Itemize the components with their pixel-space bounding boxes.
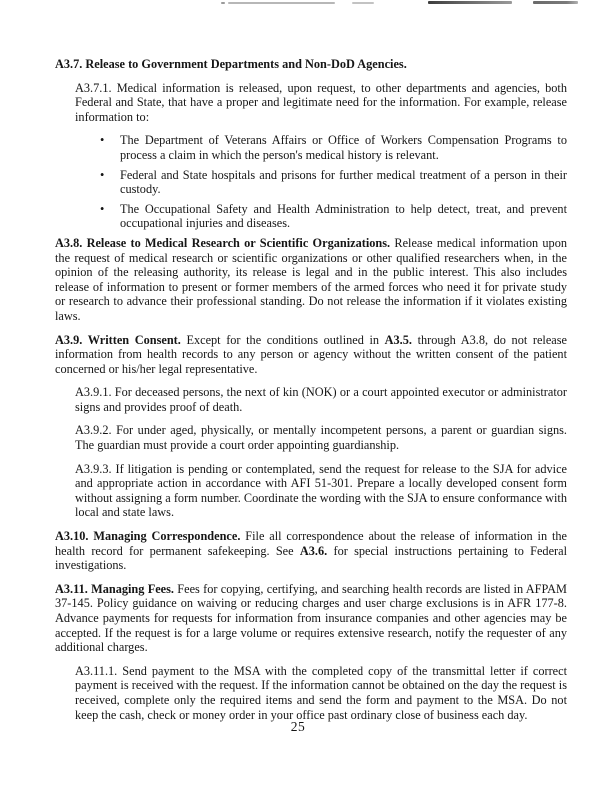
- bold-text-run: A3.7. Release to Government Departments and Non-DoD Agencies.: [55, 57, 407, 71]
- document-content: [55, 54, 567, 731]
- text-run: The Department of Veterans Affairs or Office of Workers Compensation Programs to process a claim in which the person's medical history is relevant.: [120, 133, 567, 162]
- paragraph-text: [75, 423, 567, 452]
- paragraph-text: [75, 81, 567, 124]
- paragraph-text: [75, 462, 567, 520]
- scan-artifact: [428, 1, 512, 4]
- paragraph-text: [120, 168, 567, 197]
- text-run: Except for the conditions outlined in: [180, 332, 385, 347]
- paragraph-text: [55, 57, 407, 71]
- paragraph-a3-11-1: [55, 664, 567, 722]
- paragraph-text: [75, 385, 567, 414]
- text-run: through A3.8, do not release information from health records to any person or agency without the written consent of the patient concerned or his/her legal representative.: [55, 332, 567, 376]
- scan-artifact: [221, 2, 225, 4]
- text-run: The Occupational Safety and Health Administration to help detect, treat, and prevent occupational injuries and diseases.: [120, 201, 567, 231]
- paragraph-a3-10: [55, 529, 567, 573]
- scan-artifact: [352, 2, 374, 4]
- text-run: Release medical information upon the request of medical research or scientific organizations or other qualified researchers when, in the opinion of the releasing authority, its release is legal and in the public interest. This also includes release of information to present or former members of the armed forces who need it for private study or research to advance their professional standing. Do not release the information if it violates existing laws.: [55, 235, 568, 323]
- text-run: A3.9.1. For deceased persons, the next of kin (NOK) or a court appointed executor or administrator signs and provides proof of death.: [75, 385, 567, 414]
- paragraph-text: [55, 236, 567, 323]
- paragraph-bullet-hospitals-prisons: [55, 168, 567, 197]
- paragraph-a3-7-1: [55, 81, 567, 125]
- paragraph-a3-9-1: [55, 385, 567, 414]
- bold-text-run: A3.10. Managing Correspondence.: [55, 529, 241, 544]
- paragraph-text: [55, 529, 567, 572]
- paragraph-text: [55, 582, 567, 654]
- paragraph-a3-8: [55, 236, 567, 324]
- paragraph-text: [120, 202, 567, 231]
- text-run: A3.11.1. Send payment to the MSA with the completed copy of the transmittal letter if correct payment is received with the request. If the information cannot be obtained on the day the request is received, complete only the required items and send the form and payment to the MSA. Do not keep the cash, check or money order in your office past ordinary close of business each day.: [75, 663, 567, 722]
- text-run: A3.9.2. For under aged, physically, or mentally incompetent persons, a parent or guardian signs. The guardian must provide a court order appointing guardianship.: [75, 423, 567, 453]
- text-run: Federal and State hospitals and prisons for further medical treatment of a person in their custody.: [120, 167, 567, 197]
- bold-text-run: A3.11. Managing Fees.: [55, 581, 174, 596]
- text-run: A3.9.3. If litigation is pending or contemplated, send the request for release to the SJA for advice and appropriate action in accordance with AFI 51-301. Prepare a locally developed consent form without assigning a form number. Coordinate the wording with the SJA to ensure conformance with local and state laws.: [75, 461, 567, 520]
- paragraph-a3-11: [55, 582, 567, 655]
- paragraph-a3-9: [55, 333, 567, 377]
- text-run: A3.7.1. Medical information is released, upon request, to other departments and agencies, both Federal and State, that have a proper and legitimate need for the information. For example, release information to:: [75, 80, 567, 124]
- paragraph-text: [120, 133, 567, 162]
- bold-text-run: A3.9. Written Consent.: [55, 332, 181, 347]
- paragraph-a3-9-2: [55, 423, 567, 452]
- scan-artifact: [533, 1, 578, 4]
- bullet-icon: •: [100, 167, 105, 182]
- paragraph-text: [55, 333, 567, 376]
- bullet-icon: •: [100, 201, 105, 216]
- bullet-icon: •: [100, 133, 105, 148]
- bold-text-run: A3.5.: [384, 332, 412, 347]
- paragraph-a3-9-3: [55, 462, 567, 520]
- scan-artifact: [228, 2, 335, 4]
- paragraph-a3-7: [55, 57, 567, 72]
- text-run: for special instructions pertaining to Federal investigations.: [55, 543, 567, 573]
- text-run: File all correspondence about the release of information in the health record for permanent safekeeping. See: [55, 529, 567, 558]
- text-run: Fees for copying, certifying, and searching health records are listed in AFPAM 37-145. Policy guidance on waiving or reducing charges and user charge exclusions is in AFR 177-8. Advance payments for requests for information from insurance companies and other agencies may be accepted. If the request is for a large volume or requires extensive research, notify the requester of any additional charges.: [55, 581, 567, 655]
- page-number: 25: [290, 719, 306, 734]
- paragraph-text: [75, 664, 567, 722]
- paragraph-bullet-osha: [55, 202, 567, 231]
- bold-text-run: A3.6.: [299, 543, 328, 558]
- paragraph-bullet-veterans-affairs: [55, 133, 567, 162]
- bold-text-run: A3.8. Release to Medical Research or Scientific Organizations.: [55, 235, 391, 250]
